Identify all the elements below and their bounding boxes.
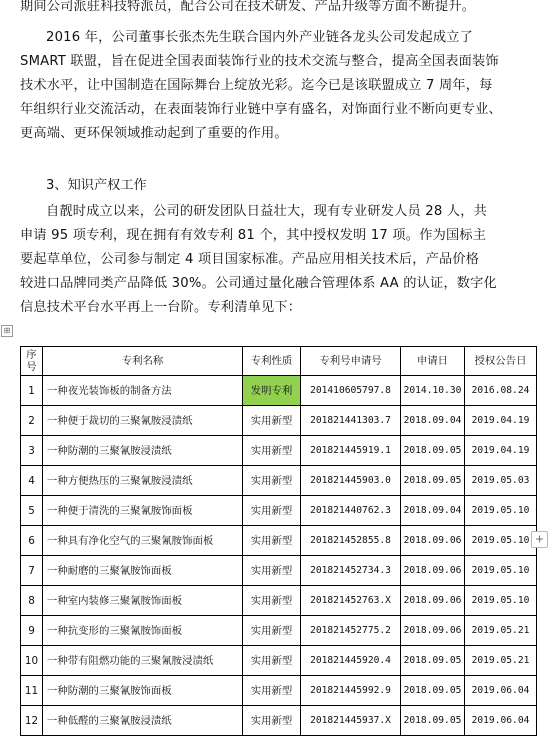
cell-index: 3 <box>21 436 43 466</box>
header-patent-name: 专利名称 <box>43 347 243 376</box>
paragraph-ip-work <box>20 200 540 320</box>
cell-index: 7 <box>21 556 43 586</box>
cell-patent-type: 实用新型 <box>243 556 301 586</box>
table-row <box>21 706 537 736</box>
cell-patent-name: 一种夜光装饰板的制备方法 <box>43 376 243 406</box>
plus-icon[interactable]: + <box>531 531 548 548</box>
cell-patent-name: 一种抗变形的三聚氰胺饰面板 <box>43 616 243 646</box>
cell-index: 11 <box>21 676 43 706</box>
text-line: 要起草单位，公司参与制定 4 项目国家标准。产品应用相关技术后，产品价格 <box>20 252 480 267</box>
cell-patent-name: 一种便于裁切的三聚氰胺浸渍纸 <box>43 406 243 436</box>
header-grant-date: 授权公告日 <box>465 347 537 376</box>
cell-apply-date: 2018.09.04 <box>401 496 465 526</box>
cell-patent-type: 实用新型 <box>243 406 301 436</box>
cell-patent-name: 一种具有净化空气的三聚氰胺饰面板 <box>43 526 243 556</box>
cell-index: 8 <box>21 586 43 616</box>
cell-index: 5 <box>21 496 43 526</box>
cell-grant-date: 2019.05.21 <box>465 616 537 646</box>
cell-patent-name: 一种便于清洗的三聚氰胺饰面板 <box>43 496 243 526</box>
cell-index: 10 <box>21 646 43 676</box>
move-icon[interactable]: ⊞ <box>1 325 13 337</box>
cell-patent-name: 一种防潮的三聚氰胺浸渍纸 <box>43 436 243 466</box>
section-heading: 3、知识产权工作 <box>46 178 147 193</box>
cell-grant-date: 2016.08.24 <box>465 376 537 406</box>
cell-index: 4 <box>21 466 43 496</box>
text-line: 自靓时成立以来，公司的研发团队日益壮大，现有专业研发人员 28 人，共 <box>46 204 487 219</box>
table-header-row <box>21 347 537 376</box>
cell-patent-type: 实用新型 <box>243 526 301 556</box>
cell-index: 2 <box>21 406 43 436</box>
text-line: 更高端、更环保领域推动起到了重要的作用。 <box>20 126 288 141</box>
text-line: 较进口品牌同类产品降低 30%。公司通过量化融合管理体系 AA 的认证，数字化 <box>20 276 497 291</box>
header-patent-type: 专利性质 <box>243 347 301 376</box>
text-line: 信息技术平台水平再上一台阶。专利清单见下： <box>20 300 302 315</box>
cell-patent-number: 201821452775.2 <box>301 616 401 646</box>
cell-apply-date: 2014.10.30 <box>401 376 465 406</box>
cell-patent-number: 201821445920.4 <box>301 646 401 676</box>
cell-patent-name: 一种室内装修三聚氰胺饰面板 <box>43 586 243 616</box>
text-line: 技术水平，让中国制造在国际舞台上绽放光彩。迄今已是该联盟成立 7 周年，每 <box>20 78 493 93</box>
cell-grant-date: 2019.04.19 <box>465 436 537 466</box>
paragraph-smart-alliance <box>20 26 540 146</box>
cell-patent-type: 实用新型 <box>243 436 301 466</box>
cell-index: 9 <box>21 616 43 646</box>
cell-apply-date: 2018.09.05 <box>401 466 465 496</box>
cell-grant-date: 2019.06.04 <box>465 706 537 736</box>
cell-grant-date: 2019.04.19 <box>465 406 537 436</box>
cell-grant-date: 2019.05.10 <box>465 496 537 526</box>
cell-patent-type: 发明专利 <box>243 376 301 406</box>
cell-index: 12 <box>21 706 43 736</box>
table-row <box>21 646 537 676</box>
text-line: 申请 95 项专利，现在拥有有效专利 81 个，其中授权发明 17 项。作为国标主 <box>20 228 487 243</box>
cell-patent-type: 实用新型 <box>243 496 301 526</box>
cell-index: 6 <box>21 526 43 556</box>
patent-table <box>20 346 537 736</box>
paragraph-intro <box>20 0 540 19</box>
cell-patent-number: 201821440762.3 <box>301 496 401 526</box>
cell-patent-number: 201821445937.X <box>301 706 401 736</box>
cell-patent-type: 实用新型 <box>243 616 301 646</box>
cell-index: 1 <box>21 376 43 406</box>
cell-patent-type: 实用新型 <box>243 706 301 736</box>
cell-patent-type: 实用新型 <box>243 646 301 676</box>
text-line: 期间公司派驻科技特派员，配合公司在技术研发、产品升级等方面不断提升。 <box>20 0 476 14</box>
cell-grant-date: 2019.05.03 <box>465 466 537 496</box>
cell-patent-number: 201410605797.8 <box>301 376 401 406</box>
cell-apply-date: 2018.09.06 <box>401 616 465 646</box>
cell-grant-date: 2019.05.10 <box>465 526 537 556</box>
cell-apply-date: 2018.09.05 <box>401 676 465 706</box>
header-index: 序号 <box>21 347 43 376</box>
cell-patent-type: 实用新型 <box>243 676 301 706</box>
cell-patent-type: 实用新型 <box>243 466 301 496</box>
cell-patent-number: 201821452734.3 <box>301 556 401 586</box>
table-row <box>21 466 537 496</box>
header-patent-number: 专利号申请号 <box>301 347 401 376</box>
cell-grant-date: 2019.05.10 <box>465 556 537 586</box>
text-line: 年组织行业交流活动，在表面装饰行业链中享有盛名，对饰面行业不断向更专业、 <box>20 102 502 117</box>
table-row <box>21 436 537 466</box>
cell-patent-number: 201821445919.1 <box>301 436 401 466</box>
cell-apply-date: 2018.09.05 <box>401 706 465 736</box>
table-row <box>21 616 537 646</box>
cell-patent-name: 一种耐磨的三聚氰胺饰面板 <box>43 556 243 586</box>
table-row <box>21 496 537 526</box>
text-line: 2016 年，公司董事长张杰先生联合国内外产业链各龙头公司发起成立了 <box>46 30 473 45</box>
table-row <box>21 376 537 406</box>
cell-apply-date: 2018.09.06 <box>401 556 465 586</box>
cell-apply-date: 2018.09.06 <box>401 526 465 556</box>
table-row <box>21 586 537 616</box>
header-apply-date: 申请日 <box>401 347 465 376</box>
cell-patent-number: 201821441303.7 <box>301 406 401 436</box>
table-row <box>21 556 537 586</box>
text-line: SMART 联盟，旨在促进全国表面装饰行业的技术交流与整合，提高全国表面装饰 <box>20 54 499 69</box>
cell-grant-date: 2019.06.04 <box>465 676 537 706</box>
cell-patent-number: 201821452855.8 <box>301 526 401 556</box>
cell-patent-name: 一种方便热压的三聚氰胺浸渍纸 <box>43 466 243 496</box>
cell-patent-type: 实用新型 <box>243 586 301 616</box>
cell-apply-date: 2018.09.05 <box>401 436 465 466</box>
cell-apply-date: 2018.09.04 <box>401 406 465 436</box>
table-row <box>21 526 537 556</box>
cell-patent-number: 201821452763.X <box>301 586 401 616</box>
cell-patent-number: 201821445992.9 <box>301 676 401 706</box>
table-row <box>21 406 537 436</box>
cell-apply-date: 2018.09.05 <box>401 646 465 676</box>
cell-grant-date: 2019.05.21 <box>465 646 537 676</box>
cell-patent-name: 一种带有阻燃功能的三聚氰胺浸渍纸 <box>43 646 243 676</box>
table-row <box>21 676 537 706</box>
cell-patent-name: 一种低醛的三聚氰胺浸渍纸 <box>43 706 243 736</box>
cell-patent-number: 201821445903.0 <box>301 466 401 496</box>
cell-apply-date: 2018.09.06 <box>401 586 465 616</box>
cell-patent-name: 一种防潮的三聚氰胺饰面板 <box>43 676 243 706</box>
cell-grant-date: 2019.05.10 <box>465 586 537 616</box>
